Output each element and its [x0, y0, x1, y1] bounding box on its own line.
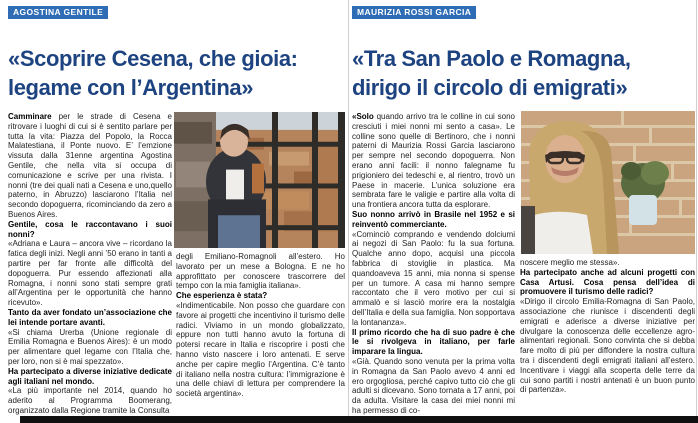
body-paragraph: «Adriana e Laura – ancora vive – ricordano la fatica degli inizi. Negli anni ’50 erano in tanti a partire per far fronte alle difficoltà del dopoguerra. Pur essendo affezionati alla Romagna, i nonni sono stati sempre grati all’Argentina per le opportunità che hanno ricevuto». [8, 239, 172, 308]
column-rule-right [696, 0, 697, 423]
body-paragraph: noscere meglio me stessa». [520, 258, 620, 267]
body-paragraph: «Dirigo il circolo Emilia-Romagna di San Paolo, associazione che riunisce i discendenti degli emigrati e aderisce a diverse iniziative per divulgare la conoscenza delle eccellenze agro-alimentari regionali. Sono convinta che si debba fare molto di più per diffondere la nostra cultura tra i discendenti degli emigrati italiani all’estero. Incentivare i viaggi alla scoperta delle terre da cui sono partiti i nostri antenati è un buon punto di partenza». [520, 297, 695, 395]
body-paragraph: Camminare per le strade di Cesena e ritrovare i luoghi di cui si è sentito parlare per tutta la vita: Piazza del Popolo, la Rocca Malatestiana, il Ponte nuovo. E’ l’emzione vissuta dalla 31enne argentina Agostina Gentile, che nella vita si occupa di comunicazione e scrive per una rivista. I nonni (tre dei quali nati a Cesena e uno,quello paterno, in Abruzzo) lasciarono l’Italia nel secondo dopoguerra, ricominciando da zero a Buenos Aires. [8, 112, 172, 219]
article-headline [8, 44, 345, 102]
interview-question: Il primo ricordo che ha di suo padre è che le si rivolgeva in italiano, per farle imparare la lingua. [352, 327, 515, 357]
article-column-2 [176, 252, 345, 399]
photo-illustration [174, 112, 345, 248]
article-column-1 [8, 112, 172, 416]
body-paragraph: «Già. Quando sono venuta per la prima volta in Romagna da San Paolo avevo 4 anni ed ero orgogliosa, perché capivo tutto ciò che gli adulti si dicevano. Sono tornata a 17 anni, poi da adulta. Visitare la casa dei miei nonni mi ha permesso di co- [352, 356, 515, 415]
body-paragraph: «Si chiama Urerba (Unione regionale di Emilia Romagna e Buenos Aires): è un modo per alimentare quel legame con l’Italia che, per loro, non si è mai spezzato». [8, 327, 172, 366]
interview-question: Gentile, cosa le raccontavano i suoi nonni? [8, 219, 172, 239]
column-rule-center [348, 0, 349, 423]
body-paragraph: degli Emiliano-Romagnoli all’estero. Ho lavorato per un mese a Bologna. E ne ho approfittato per conoscere trascorrere del tempo con la mia famiglia italiana». [176, 252, 345, 291]
kicker-badge: MAURIZIA ROSSI GARCIA [352, 6, 476, 19]
interview-question: Tanto da aver fondato un’associazione che lei intende portare avanti. [8, 307, 172, 327]
article-maurizia-rossi-garcia [352, 0, 696, 423]
interview-question: Ha partecipato a diverse iniziative dedicate agli italiani nel mondo. [8, 366, 172, 386]
article-agostina-gentile [8, 0, 345, 423]
headline-line-1: «Scoprire Cesena, che gioia: [8, 45, 298, 71]
headline-line-1: «Tra San Paolo e Romagna, [352, 45, 631, 71]
photo-illustration [521, 111, 695, 254]
body-paragraph: «Solo quando arrivo tra le colline in cui sono cresciuti i miei nonni mi sento a casa». Le colline sono quelle di Bertinoro, che i nonni paterni di Maurizia Rossi Garcia lasciarono per sempre nel secondo dopoguerra. Non erano anni facili: il nonno falegname fu prigioniero dei tedeschi e, al rientro, trovò un Paese in macerie. L’unica soluzione era sembrata fare le valigie e partire alla volta di una frontiera ancora tutta da esplorare. [352, 112, 515, 210]
interview-question: Suo nonno arrivò in Brasile nel 1952 e si reinventò commerciante. [352, 209, 515, 229]
headline-line-2: dirigo il circolo di emigrati» [352, 74, 628, 100]
interview-question: Che esperienza è stata? [176, 291, 268, 301]
body-paragraph: «Cominciò comprando e vendendo dolciumi ai negozi di San Paolo: fu la sua fortuna. Qualche anno dopo, acquisì una piccola fabbrica di stoviglie in plastica. Ma quandoaveva 15 anni, mia nonna si spense per un tumore. A casa mi hanno sempre raccontato che il vero motivo per cui si ammalò e si lasciò morire era la nostalgia dell’Italia e della sua famiglia. Non sopportava la lontananza». [352, 229, 515, 327]
article-column-2 [520, 258, 695, 395]
body-paragraph: «La più importante nel 2014, quando ho aderito al Programma Boomerang, organizzato dalla Regione tramite la Consulta [8, 386, 172, 415]
photo-woman-tower-window [174, 112, 345, 248]
article-headline [352, 44, 696, 102]
page-bottom-bar [20, 416, 698, 423]
article-column-1 [352, 112, 515, 416]
body-paragraph: «Indimenticabile. Non posso che guardare con favore ai progetti che incentivino il turismo delle radici. Viviamo in un mondo globalizzato, eppure non tutti hanno avuto la fortuna di potersi recare in Italia e riscoprire i posti che hanno visto nascere i loro antenati. E serve anche per capire meglio l’Argentina. C’è tanto di italiano nella nostra cultura: l’immigrazione è una delle chiavi di lettura per comprendere la società argentina». [176, 300, 345, 399]
headline-line-2: legame con l’Argentina» [8, 74, 254, 100]
kicker-badge: AGOSTINA GENTILE [8, 6, 108, 19]
photo-woman-brick-wall [521, 111, 695, 254]
interview-question: Ha partecipato anche ad alcuni progetti con Casa Artusi. Cosa pensa dell’idea di promuovere il turismo delle radici? [520, 267, 695, 297]
